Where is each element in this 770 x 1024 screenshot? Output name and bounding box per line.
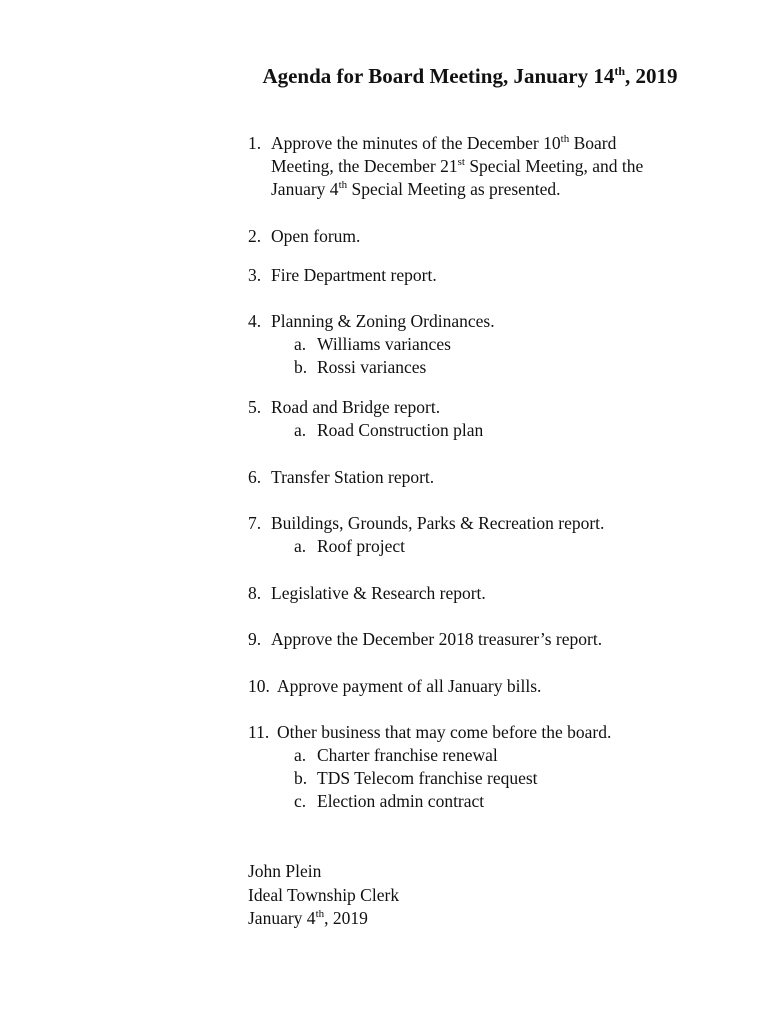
agenda-item-5: 5. Road and Bridge report. a. Road Construction plan <box>248 396 728 442</box>
agenda-item-9: 9. Approve the December 2018 treasurer’s report. <box>248 629 603 649</box>
agenda-item-2: 2. Open forum. <box>248 226 361 246</box>
agenda-item-1: 1. Approve the minutes of the December 10th Board Meeting, the December 21st Special Meeting, and the January 4th Special Meeting as presented. <box>248 133 644 199</box>
agenda-item-11: 11. Other business that may come before the board. a. Charter franchise renewal b. TDS Telecom franchise request c. Election admin contract <box>248 721 728 813</box>
agenda-item-7: 7. Buildings, Grounds, Parks & Recreation report. a. Roof project <box>248 512 728 558</box>
page-title: Agenda for Board Meeting, January 14th, 2019 <box>262 64 678 88</box>
sub-item: a. Charter franchise renewal <box>294 745 498 765</box>
sub-item: c. Election admin contract <box>294 791 485 811</box>
signer-role: Ideal Township Clerk <box>248 884 400 905</box>
agenda-item-8: 8. Legislative & Research report. <box>248 583 486 603</box>
signature-date: January 4th, 2019 <box>248 908 368 928</box>
sub-item: b. Rossi variances <box>294 357 427 377</box>
sub-item: a. Road Construction plan <box>294 420 484 440</box>
agenda-item-4: 4. Planning & Zoning Ordinances. a. Williams variances b. Rossi variances <box>248 310 728 379</box>
agenda-item-3: 3. Fire Department report. <box>248 265 437 285</box>
sub-item: a. Williams variances <box>294 334 451 354</box>
signer-name: John Plein <box>248 861 322 881</box>
sub-item: a. Roof project <box>294 536 405 556</box>
sub-item: b. TDS Telecom franchise request <box>294 768 538 788</box>
agenda-item-10: 10. Approve payment of all January bills. <box>248 676 542 696</box>
signature-block <box>248 860 399 931</box>
agenda-item-6: 6. Transfer Station report. <box>248 467 435 487</box>
